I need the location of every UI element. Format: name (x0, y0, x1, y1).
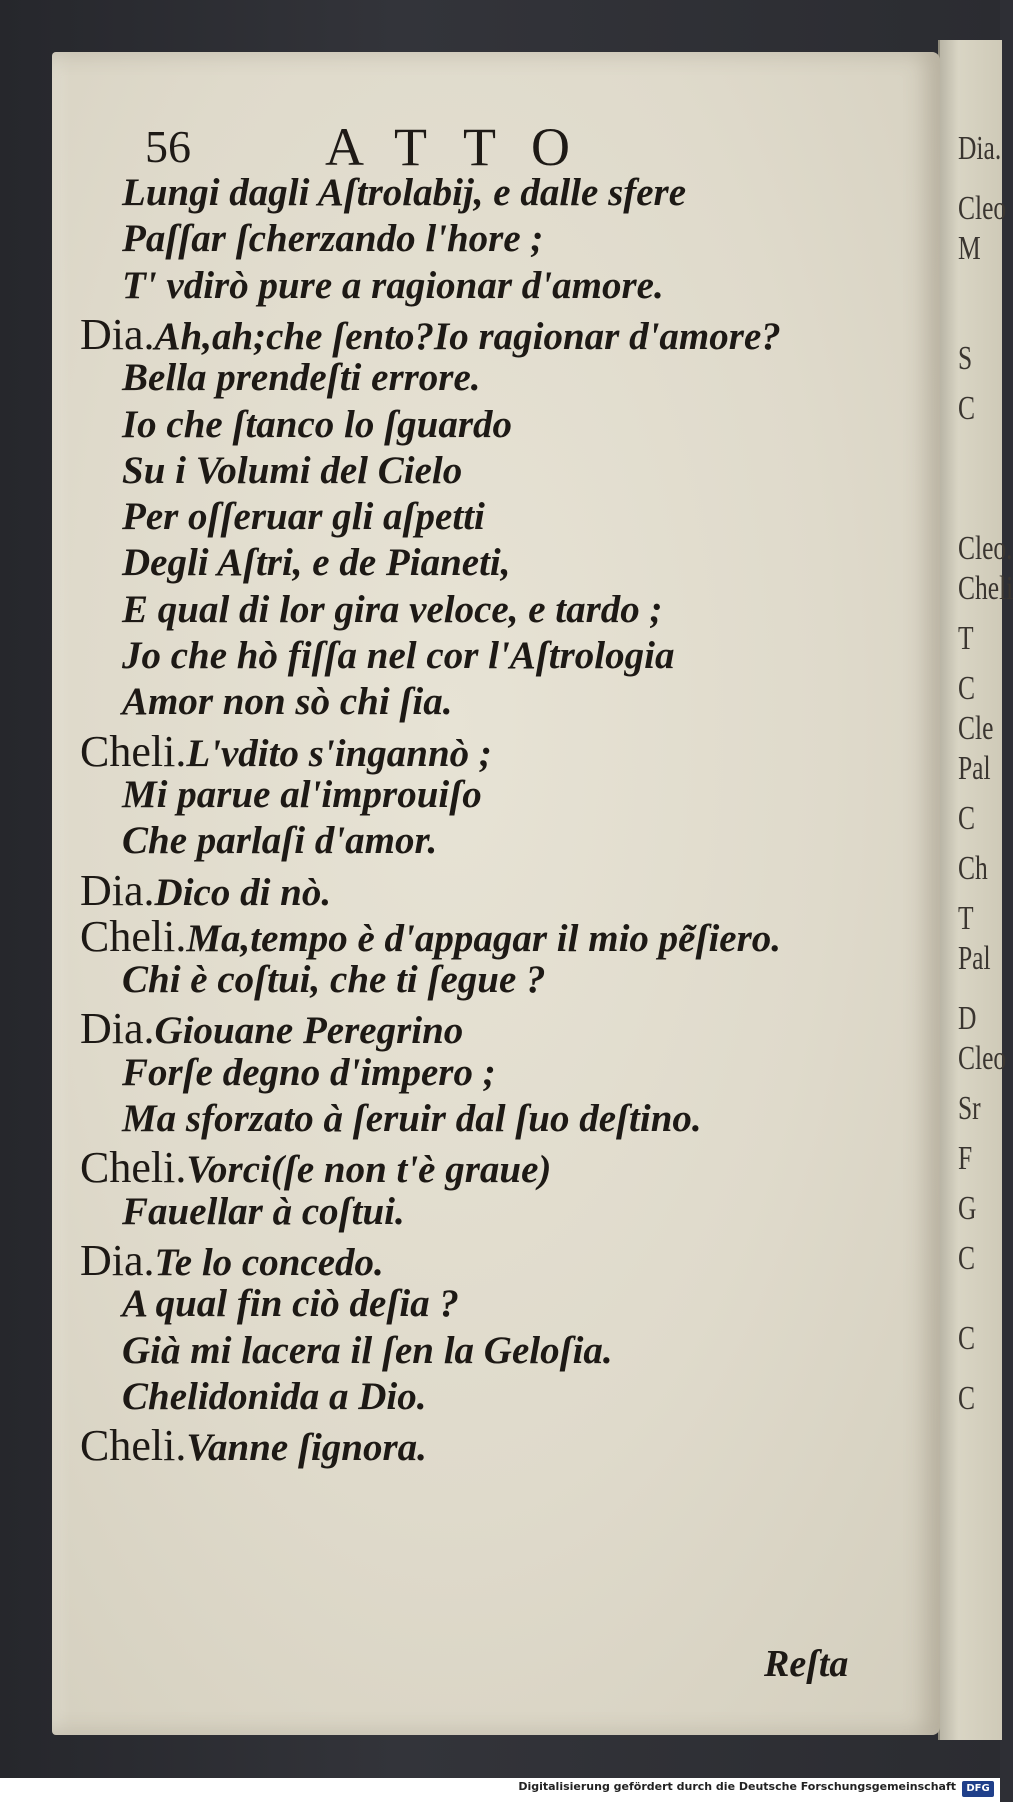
footer-credit: Digitalisierung gefördert durch die Deutsche Forschungsgemeinschaft (518, 1780, 956, 1793)
verse-text: Bella prendeſti errore. (122, 356, 481, 400)
verse-text: Chi è coſtui, che ti ſegue ? (122, 958, 546, 1002)
speaker-label: Cheli. (80, 1421, 187, 1471)
adjacent-page-fragment: F (958, 1140, 973, 1177)
adjacent-page-fragment: C (958, 390, 976, 427)
speaker-label: Cheli. (80, 911, 187, 961)
verse-text: Ah,ah;che ſento?Io ragionar d'amore? (154, 314, 781, 358)
verse-text: T' vdirò pure a ragionar d'amore. (122, 263, 664, 307)
verse-line (122, 957, 546, 1002)
book-page (52, 52, 940, 1735)
adjacent-page-fragment: T (958, 620, 974, 657)
verse-line (122, 1050, 496, 1095)
verse-text: Amor non sò chi ſia. (122, 680, 453, 724)
verse-line (80, 1420, 427, 1471)
adjacent-page-fragment: Pal (958, 750, 991, 787)
verse-text: E qual di lor gira veloce, e tardo ; (122, 587, 663, 631)
verse-line (122, 494, 485, 539)
verse-line (122, 1281, 459, 1326)
adjacent-page-fragment: C (958, 1320, 976, 1357)
verse-line (122, 355, 481, 400)
verse-text: Paſſar ſcherzando l'hore ; (122, 217, 544, 261)
verse-text: Io che ſtanco lo ſguardo (122, 402, 512, 446)
adjacent-page-fragment: Dia. (958, 130, 1002, 167)
verse-text: Vorci(ſe non t'è graue) (186, 1148, 552, 1192)
adjacent-page-fragment: C (958, 800, 976, 837)
verse-line (122, 1096, 702, 1141)
catchword: Reſta (764, 1643, 849, 1685)
verse-line (122, 772, 482, 817)
adjacent-page-fragment: G (958, 1190, 977, 1227)
adjacent-page-fragment: Cheli (958, 570, 1013, 607)
verse-line (122, 540, 511, 585)
speaker-label: Dia. (80, 865, 155, 915)
verse-line (122, 216, 543, 261)
verse-line (122, 448, 462, 493)
verse-line (122, 633, 674, 678)
verse-line (122, 1328, 613, 1373)
speaker-label: Cheli. (80, 726, 187, 776)
adjacent-page-fragment: Cleo. (958, 530, 1013, 567)
verse-line (122, 1189, 405, 1234)
verse-line (122, 679, 453, 724)
verse-text: Degli Aſtri, e de Pianeti, (122, 541, 511, 585)
adjacent-page-fragment: C (958, 1240, 976, 1277)
verse-text: Già mi lacera il ſen la Geloſia. (122, 1328, 613, 1372)
verse-line (80, 309, 781, 360)
verse-text: Lungi dagli Aſtrolabij, e dalle sfere (122, 171, 687, 214)
adjacent-page-fragment: Sr (958, 1090, 981, 1127)
adjacent-page-fragment: S (958, 340, 973, 377)
adjacent-page-fragment: Cleo (958, 1040, 1007, 1077)
verse-text: Jo che hò fiſſa nel cor l'Aſtrologia (122, 634, 675, 677)
speaker-label: Dia. (80, 1004, 155, 1054)
verse-line (122, 402, 512, 447)
verse-text: Che parlaſi d'amor. (122, 819, 438, 863)
adjacent-page-edge (938, 40, 1013, 1740)
footer-bar (0, 1778, 1000, 1802)
verse-text: A qual fin ciò deſia ? (122, 1282, 459, 1326)
verse-text: Ma sforzato à ſeruir dal ſuo deſtino. (122, 1097, 702, 1140)
verse-text: Ma,tempo è d'appagar il mio pẽſiero. (186, 916, 782, 960)
verse-text: Mi parue al'improuiſo (122, 772, 482, 816)
dfg-logo: DFG (962, 1781, 994, 1797)
adjacent-page-fragment: D (958, 1000, 977, 1037)
verse-line (122, 170, 686, 215)
adjacent-page-fragment: Cle (958, 710, 994, 747)
adjacent-page-fragment: M (958, 230, 981, 267)
speaker-label: Dia. (80, 309, 155, 359)
verse-line (80, 865, 331, 916)
speaker-label: Cheli. (80, 1143, 187, 1193)
verse-text: Per oſſeruar gli aſpetti (122, 495, 485, 539)
verse-text: Te lo concedo. (154, 1240, 384, 1284)
verse-line (122, 1374, 426, 1419)
verse-line (80, 1235, 384, 1286)
verse-line (80, 911, 781, 962)
verse-text: Dico di nò. (154, 870, 332, 914)
verse-line (122, 587, 663, 632)
verse-text: Su i Volumi del Cielo (122, 448, 463, 492)
verse-text: Forſe degno d'impero ; (122, 1050, 496, 1094)
verse-line (80, 726, 492, 777)
verse-line (122, 263, 664, 308)
adjacent-page-fragment: Cleo (958, 190, 1007, 227)
speaker-label: Dia. (80, 1235, 155, 1285)
verse-text: Giouane Peregrino (154, 1009, 464, 1053)
adjacent-page-fragment: C (958, 670, 976, 707)
verse-text: L'vdito s'ingannò ; (186, 731, 492, 775)
adjacent-page-fragment: T (958, 900, 974, 937)
verse-line (122, 818, 437, 863)
verse-text: Fauellar à coſtui. (122, 1189, 405, 1233)
page-number: 56 (145, 121, 191, 172)
verse-text: Vanne ſignora. (186, 1426, 427, 1470)
verse-line (80, 1142, 551, 1193)
adjacent-page-fragment: Pal (958, 940, 991, 977)
adjacent-page-fragment: C (958, 1380, 976, 1417)
running-head: ATTO (325, 117, 607, 177)
verse-line (80, 1003, 463, 1054)
verse-text: Chelidonida a Dio. (122, 1374, 427, 1418)
adjacent-page-fragment: Ch (958, 850, 988, 887)
